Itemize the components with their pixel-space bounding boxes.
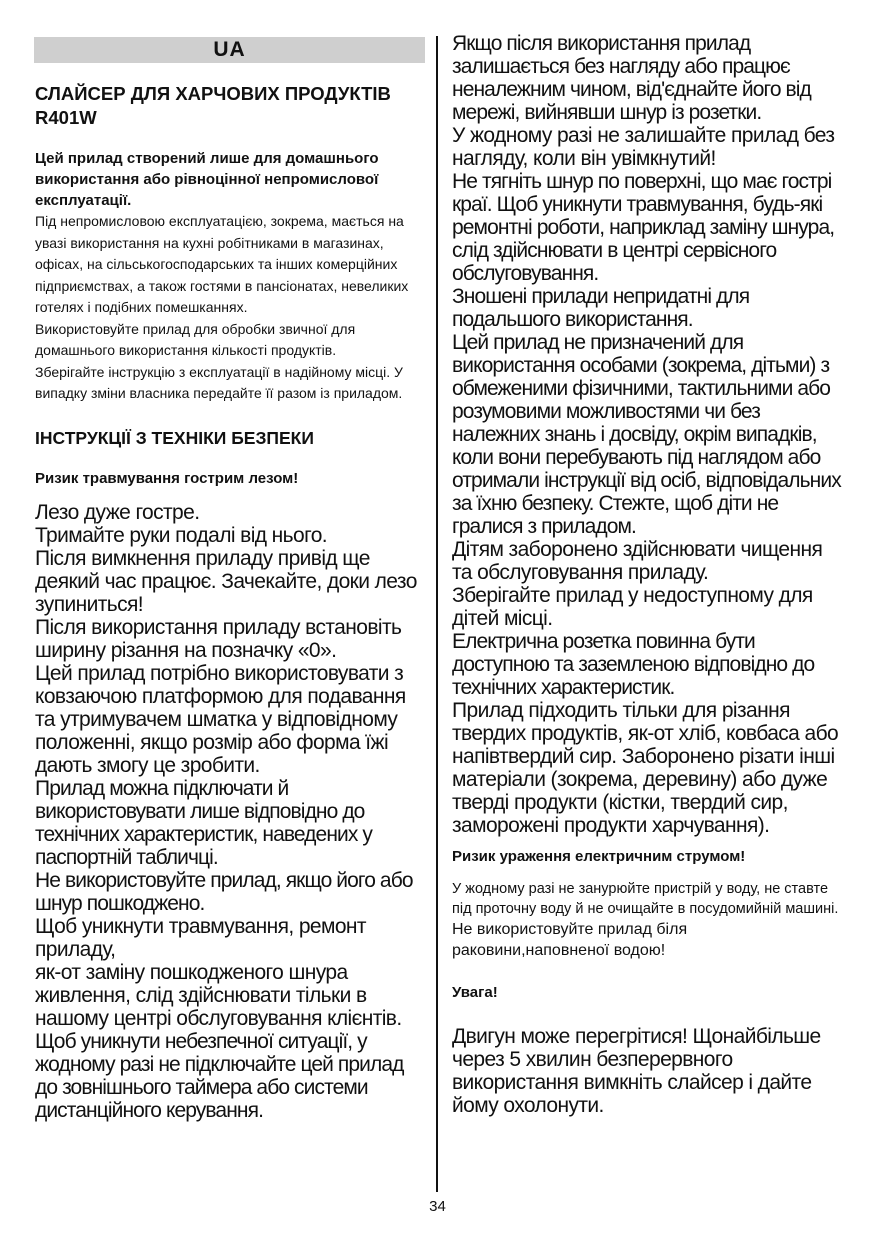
safety-paragraph: Тримайте руки подалі від нього. bbox=[35, 523, 328, 547]
safety-heading: ІНСТРУКЦІЇ З ТЕХНІКИ БЕЗПЕКИ bbox=[35, 427, 314, 448]
product-title: СЛАЙСЕР ДЛЯ ХАРЧОВИХ ПРОДУКТІВ R401W bbox=[35, 83, 391, 128]
safety-paragraph: Прилад підходить тільки для різання твердих продуктів, як-от хліб, ковбаса або напівтвердий сир. Заборонено різати інші матеріали (зокрема, деревину) або дуже тверді продукти (кістки, твердий сир, заморожені продукти харчування). bbox=[452, 699, 839, 837]
safety-paragraph: Не використовуйте прилад, якщо його або шнур пошкоджено. bbox=[35, 868, 413, 915]
intro-paragraph: Під непромисловою експлуатацією, зокрема, мається на увазі використання на кухні робітниками в магазинах, офісах, на сільськогосподарських та інших комерційних підприємствах, а також гостями в пансіонатах, невеликих готелях і подібних помешканнях. bbox=[35, 213, 409, 315]
intro-paragraph: Використовуйте прилад для обробки звичної для домашнього використання кількості продуктів. bbox=[35, 320, 356, 358]
warning-paragraph: Двигун може перегрітися! Щонайбільше через 5 хвилин безперервного використання вимкніть слайсер і дайте йому охолонути. bbox=[452, 1025, 821, 1117]
safety-paragraph: як-от заміну пошкодженого шнура живлення, слід здійснювати тільки в нашому центрі обслуговування клієнтів. bbox=[35, 960, 402, 1030]
electric-paragraph: Не використовуйте прилад біля раковини,наповненої водою! bbox=[452, 921, 688, 959]
safety-paragraph: Дітям заборонено здійснювати чищення та обслуговування приладу. bbox=[452, 538, 823, 584]
intro-bold-text: Цей прилад створений лише для домашнього використання або рівноцінної непромислової експлуатації. bbox=[35, 150, 379, 209]
electric-paragraph: У жодному разі не занурюйте пристрій у воду, не ставте під проточну воду й не очищайте в посудомийній машині. bbox=[452, 881, 839, 917]
safety-paragraph: Прилад можна підключати й використовувати лише відповідно до технічних характеристик, наведених у паспортній табличці. bbox=[35, 776, 372, 869]
safety-paragraph: Зношені прилади непридатні для подальшого використання. bbox=[452, 285, 750, 331]
safety-paragraph: Щоб уникнути травмування, ремонт приладу, bbox=[35, 914, 366, 961]
safety-paragraph: У жодному разі не залишайте прилад без нагляду, коли він увімкнутий! bbox=[452, 124, 835, 170]
safety-paragraph: Після використання приладу встановіть ширину різання на позначку «0». bbox=[35, 615, 402, 662]
warning-heading: Увага! bbox=[452, 984, 498, 1001]
left-column bbox=[35, 82, 427, 1122]
safety-paragraph: Цей прилад не призначений для використання особами (зокрема, дітьми) з обмеженими фізичними, тактильними або розумовими можливостями чи без належних знань і досвіду, окрім випадків, коли вони перебувають під наглядом або отримали інструкції від осіб, відповідальних за їхню безпеку. Стежте, щоб діти не гралися з приладом. bbox=[452, 331, 841, 538]
safety-paragraph: Щоб уникнути небезпечної ситуації, у жодному разі не підключайте цей прилад до зовнішнього таймера або системи дистанційного керування. bbox=[35, 1029, 404, 1122]
safety-paragraph: Не тягніть шнур по поверхні, що має гострі краї. Щоб уникнути травмування, будь-які ремонтні роботи, наприклад заміну шнура, слід здійснювати в центрі сервісного обслуговування. bbox=[452, 170, 835, 285]
intro-paragraph: Зберігайте інструкцію з експлуатації в надійному місці. У випадку зміни власника передайте її разом із приладом. bbox=[35, 363, 403, 401]
page-number: 34 bbox=[429, 1198, 446, 1215]
safety-paragraph: Після вимкнення приладу привід ще деякий час працює. Зачекайте, доки лезо зупиниться! bbox=[35, 546, 417, 616]
risk-blade-heading: Ризик травмування гострим лезом! bbox=[35, 469, 299, 487]
safety-paragraph: Цей прилад потрібно використовувати з ковзаючою платформою для подавання та утримувачем шматка у відповідному положенні, якщо розмір або форма їжі дають змогу це зробити. bbox=[35, 661, 406, 777]
risk-electric-heading: Ризик ураження електричним струмом! bbox=[452, 848, 746, 865]
safety-paragraph: Зберігайте прилад у недоступному для дітей місці. bbox=[452, 584, 813, 630]
safety-paragraph: Лезо дуже гостре. bbox=[35, 500, 200, 524]
safety-paragraph: Електрична розетка повинна бути доступною та заземленою відповідно до технічних характеристик. bbox=[452, 630, 815, 699]
safety-paragraph: Якщо після використання прилад залишається без нагляду або працює неналежним чином, від'єднайте його від мережі, вийнявши шнур із розетки. bbox=[452, 32, 811, 124]
language-header-bar bbox=[34, 37, 425, 63]
column-divider bbox=[436, 36, 438, 1192]
right-column bbox=[452, 32, 844, 1117]
language-code: UA bbox=[213, 38, 246, 61]
